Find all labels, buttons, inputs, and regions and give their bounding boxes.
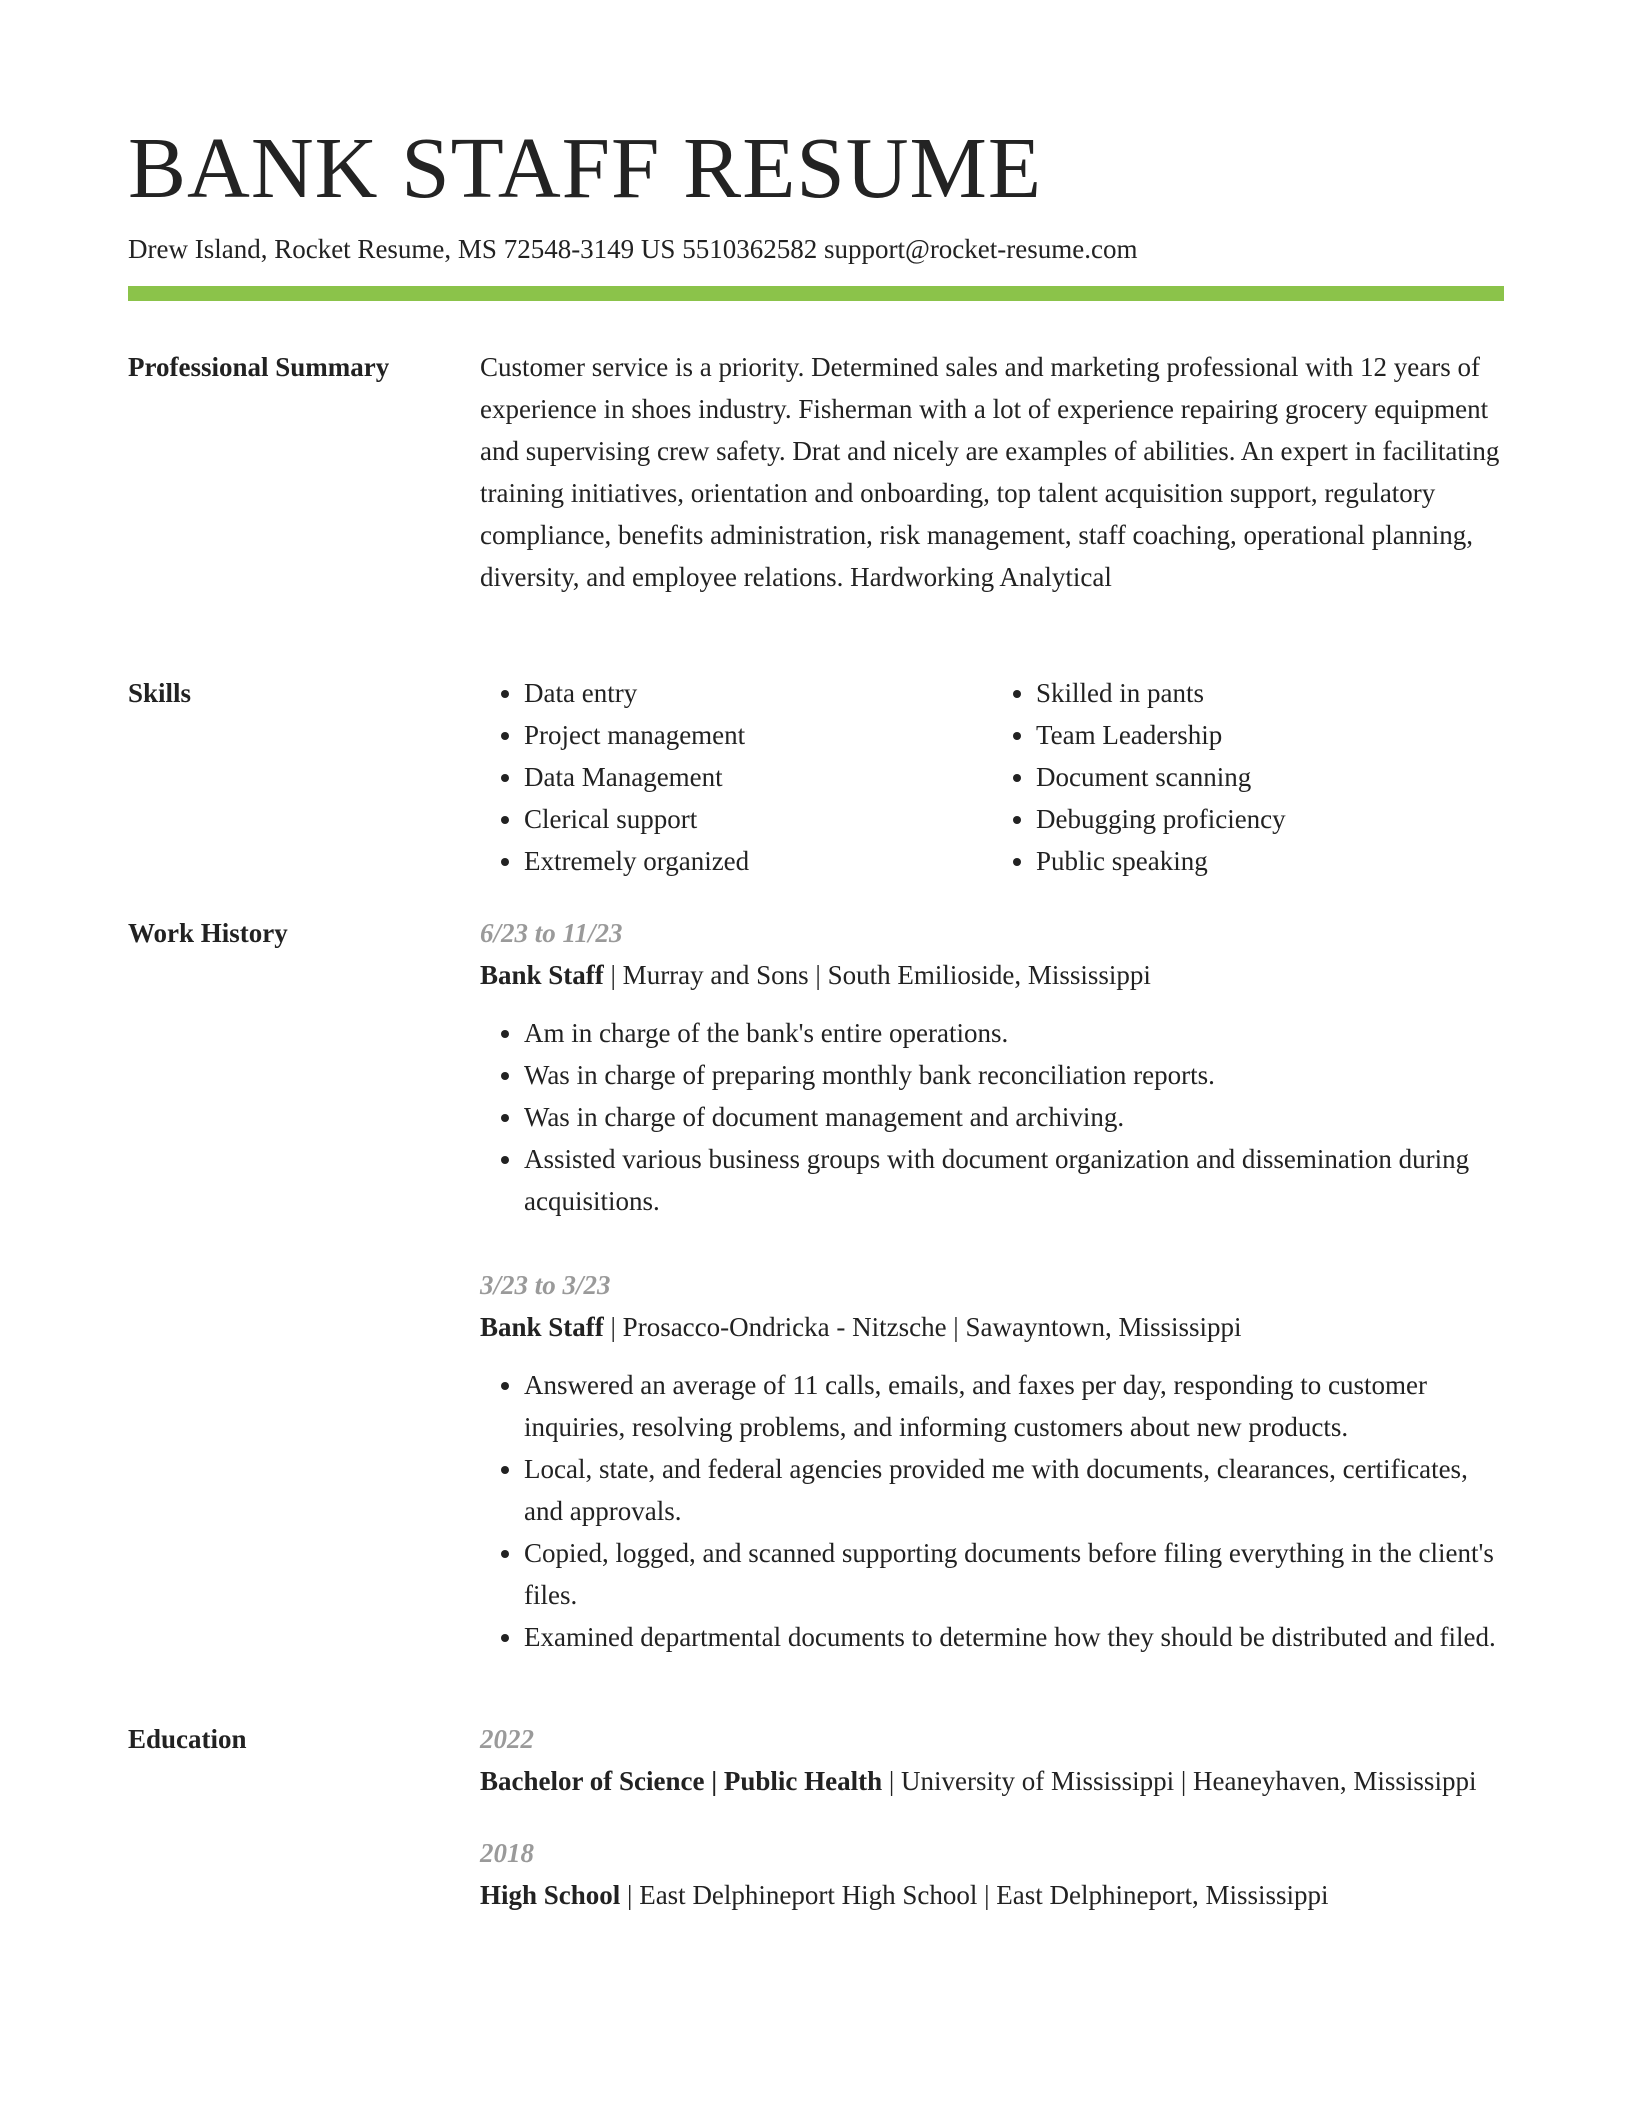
skills-body	[480, 672, 1504, 882]
skill-item: • Debugging proficiency	[1036, 798, 1504, 840]
job-details: | Murray and Sons | South Emilioside, Mississippi	[603, 960, 1151, 990]
education-entry	[480, 1832, 1504, 1916]
job-title: Bank Staff	[480, 960, 604, 990]
job-bullet: • Assisted various business groups with document organization and dissemination during acquisitions.	[524, 1138, 1504, 1222]
summary-body	[480, 346, 1504, 598]
summary-heading: Professional Summary	[128, 352, 390, 382]
education-year: 2018	[480, 1838, 534, 1868]
skill-item: • Data Management	[524, 756, 992, 798]
job-title: Bank Staff	[480, 1312, 604, 1342]
accent-divider	[128, 286, 1504, 301]
job-entry	[480, 912, 1504, 1222]
skill-item: • Project management	[524, 714, 992, 756]
resume-title: BANK STAFF RESUME	[128, 119, 1043, 216]
education-heading: Education	[128, 1724, 247, 1754]
job-dates: 3/23 to 3/23	[480, 1270, 611, 1300]
skill-item: • Public speaking	[1036, 840, 1504, 882]
skill-item: • Document scanning	[1036, 756, 1504, 798]
job-bullet: • Local, state, and federal agencies provided me with documents, clearances, certificates, and approvals.	[524, 1448, 1504, 1532]
job-entry	[480, 1264, 1504, 1658]
work-body	[480, 912, 1504, 1658]
job-role-line	[480, 954, 1504, 996]
job-details: | Prosacco-Ondricka - Nitzsche | Sawayntown, Mississippi	[603, 1312, 1242, 1342]
job-bullet: • Examined departmental documents to determine how they should be distributed and filed.	[524, 1616, 1504, 1658]
education-year: 2022	[480, 1724, 534, 1754]
education-details: | University of Mississippi | Heaneyhaven, Mississippi	[882, 1766, 1477, 1796]
skill-item: • Extremely organized	[524, 840, 992, 882]
education-details: | East Delphineport High School | East Delphineport, Mississippi	[620, 1880, 1329, 1910]
education-degree: Bachelor of Science | Public Health	[480, 1766, 883, 1796]
job-dates: 6/23 to 11/23	[480, 918, 623, 948]
skill-item: • Data entry	[524, 672, 992, 714]
job-bullets	[480, 1012, 1504, 1222]
summary-text: Customer service is a priority. Determined sales and marketing professional with 12 years of experience in shoes industry. Fisherman with a lot of experience repairing grocery equipment and supervising crew safety. Drat and nicely are examples of abilities. An expert in facilitating training initiatives, orientation and onboarding, top talent acquisition support, regulatory compliance, benefits administration, risk management, staff coaching, operational planning, diversity, and employee relations. Hardworking Analytical	[480, 352, 1500, 592]
education-entry	[480, 1718, 1504, 1802]
education-degree: High School	[480, 1880, 621, 1910]
education-body	[480, 1718, 1504, 1916]
job-bullet: • Was in charge of document management and archiving.	[524, 1096, 1504, 1138]
job-bullet: • Was in charge of preparing monthly bank reconciliation reports.	[524, 1054, 1504, 1096]
skill-item: • Team Leadership	[1036, 714, 1504, 756]
work-heading: Work History	[128, 918, 288, 948]
education-line	[480, 1760, 1504, 1802]
job-bullets	[480, 1364, 1504, 1658]
job-bullet: • Am in charge of the bank's entire operations.	[524, 1012, 1504, 1054]
skills-list-left	[480, 672, 992, 882]
skills-list-right	[992, 672, 1504, 882]
job-bullet: • Answered an average of 11 calls, emails, and faxes per day, responding to customer inquiries, resolving problems, and informing customers about new products.	[524, 1364, 1504, 1448]
skill-item: • Skilled in pants	[1036, 672, 1504, 714]
job-bullet: • Copied, logged, and scanned supporting documents before filing everything in the client's files.	[524, 1532, 1504, 1616]
job-role-line	[480, 1306, 1504, 1348]
skills-heading: Skills	[128, 678, 192, 708]
skill-item: • Clerical support	[524, 798, 992, 840]
education-line	[480, 1874, 1504, 1916]
contact-line: Drew Island, Rocket Resume, MS 72548-3149 US 5510362582 support@rocket-resume.com	[128, 234, 1138, 264]
